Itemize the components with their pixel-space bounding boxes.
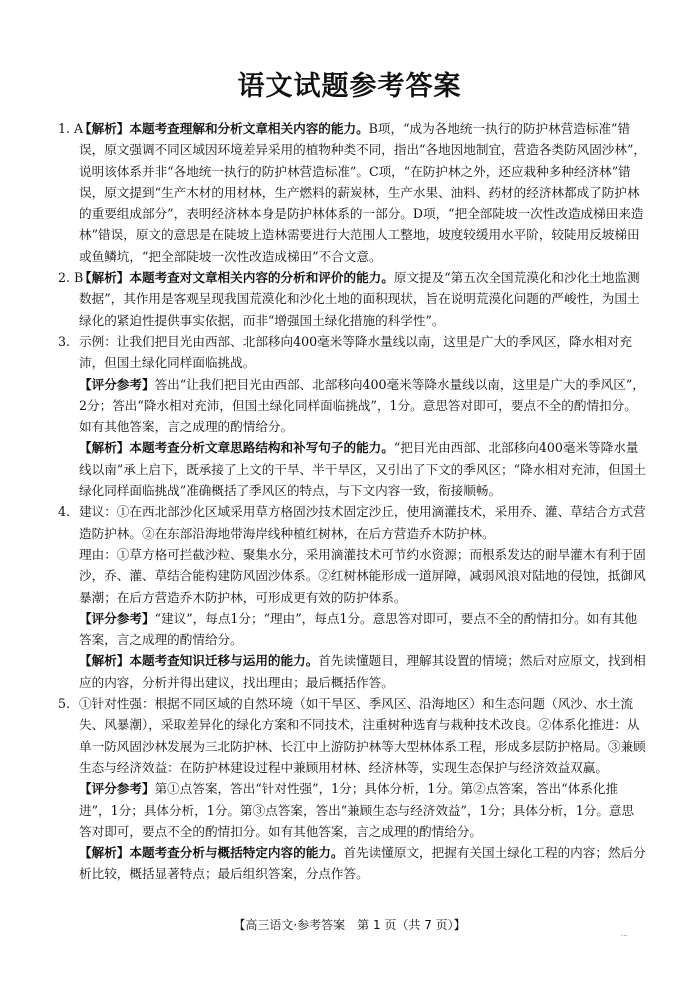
answer-text: B项，“成为各地统一执行的防护林营造标准”错误，原文强调不同区域因环境差异采用的植物种类不同，指出“各地因地制宜，营造各类防风固沙林”，说明该体系并非“各地统一执行的防护林营造标准”。C项，“在防护林之外，还应栽种多种经济林”错误，原文提到“生产木材的用材林，生产燃料的薪炭林，生产水果、油料、药材的经济林都成了防护林的重要组成部分”，表明经济林本身是防护林体系的一部分。D项，“把全部陡坡一次性改造成梯田来造林”错误，原文的意思是在陡坡上造林需要进行大范围人工整地，坡度较缓用水平阶，较陡用反坡梯田或鱼鳞坑，“把全部陡坡一次性改造成梯田”不合文意。 xyxy=(79,121,647,264)
answer-number: 4. xyxy=(58,504,71,520)
answer-number: 1. A xyxy=(58,121,84,136)
answer-text: 原文提及“第五次全国荒漠化和沙化土地监测数据”，其作用是客观呈现我国荒漠化和沙化土地的面积现状，旨在说明荒漠化问题的严峻性，为国土绿化的紧迫性提供事实依据，而非“增强国土绿化措施的科学性”。 xyxy=(79,270,640,328)
answer-paragraph xyxy=(79,842,646,885)
answer-number: 5. xyxy=(58,696,71,712)
answer-text: 第①点答案，答出“针对性强”，1分；具体分析，1分。第②点答案，答出“体系化推进”，1分；具体分析，1分。第③点答案，答出“兼顾生态与经济效益”，1分；具体分析，1分。意思答对即可，要点不全的酌情扣分。如有其他答案，言之成理的酌情给分。 xyxy=(79,781,635,839)
answer-text: 首先读懂题目，理解其设置的情境；然后对应原文，找到相应的内容，分析并得出建议，找出理由；最后概括作答。 xyxy=(79,653,646,690)
answer-paragraph xyxy=(79,501,646,544)
answer-paragraph xyxy=(79,778,646,842)
answer-text: 示例：让我们把目光由西部、北部移向400毫米等降水量线以南，这里是广大的季风区，降水相对充沛，但国土绿化同样面临挑战。 xyxy=(79,333,632,371)
page-footer: 【高三语文·参考答案 第 1 页（共 7 页）】 xyxy=(233,918,466,932)
answer-paragraph xyxy=(79,544,646,608)
answer-text: 建议：①在西北部沙化区域采用草方格固沙技术固定沙丘，使用滴灌技术，采用乔、灌、草结合方式营造防护林。②在东部沿海地带海岸线种植红树林，在后方营造乔木防护林。 xyxy=(79,504,646,541)
corner-mark: … xyxy=(621,930,628,938)
answer-paragraph xyxy=(79,118,646,267)
answer-text: “建议”，每点1分；“理由”，每点1分。意思答对即可，要点不全的酌情扣分。如有其他答案，言之成理的酌情给分。 xyxy=(79,610,638,648)
answer-paragraph xyxy=(79,374,646,438)
page-title: 语文试题参考答案 xyxy=(237,71,462,102)
answer-number: 2. B xyxy=(58,270,84,286)
answer-tag: 【解析】本题考查知识迁移与运用的能力。 xyxy=(79,653,319,669)
answer-item xyxy=(58,118,646,267)
answer-paragraph xyxy=(79,437,646,501)
answer-paragraph xyxy=(79,331,646,374)
answer-item xyxy=(58,693,646,885)
answer-tag: 【解析】本题考查分析文章思路结构和补写句子的能力。 xyxy=(79,440,394,456)
answer-text: 答出“让我们把目光由西部、北部移向400毫米等降水量线以南，这里是广大的季风区”，2分；答出“降水相对充沛，但国土绿化同样面临挑战”，1分。意思答对即可，要点不全的酌情扣分。如有其他答案，言之成理的酌情给分。 xyxy=(79,376,645,435)
answer-tag: 【评分参考】 xyxy=(79,781,155,797)
answer-paragraph xyxy=(79,650,646,693)
answer-body xyxy=(58,118,646,885)
answer-tag: 【解析】本题考查理解和分析文章相关内容的能力。 xyxy=(79,121,369,136)
answer-tag: 【解析】本题考查分析与概括特定内容的能力。 xyxy=(79,845,344,861)
answer-item xyxy=(58,501,646,693)
answer-paragraph xyxy=(79,693,646,778)
answer-text: 首先读懂原文，把握有关国土绿化工程的内容；然后分析比较，概括显著特点；最后组织答案，分点作答。 xyxy=(79,845,646,882)
answer-paragraph xyxy=(79,608,646,651)
answer-tag: 【评分参考】 xyxy=(79,376,155,392)
answer-text: 理由：①草方格可拦截沙粒、聚集水分，采用滴灌技术可节约水资源；而根系发达的耐旱灌木有利于固沙，乔、灌、草结合能构建防风固沙体系。②红树林能形成一道屏障，减弱风浪对陆地的侵蚀，抵御风暴潮；在后方营造乔木防护林，可形成更有效的防护体系。 xyxy=(79,546,646,605)
answer-tag: 【解析】本题考查对文章相关内容的分析和评价的能力。 xyxy=(79,270,394,286)
answer-text: ①针对性强：根据不同区域的自然环境（如干旱区、季风区、沿海地区）和生态问题（风沙、水土流失、风暴潮），采取差异化的绿化方案和不同技术，注重树种选育与栽种技术改良。②体系化推进：从单一防风固沙林发展为三北防护林、长江中上游防护林等大型林体系工程，形成多层防护格局。③兼顾生态与经济效益：在防护林建设过程中兼顾用材林、经济林等，实现生态保护与经济效益双赢。 xyxy=(79,696,646,775)
answer-paragraph xyxy=(79,267,646,331)
answer-text: “把目光由西部、北部移向400毫米等降水量线以南”承上启下，既承接了上文的干旱、半干旱区，又引出了下文的季风区；“降水相对充沛，但国土绿化同样面临挑战”准确概括了季风区的特点，与下文内容一致，衔接顺畅。 xyxy=(79,440,647,499)
answer-item xyxy=(58,331,646,501)
answer-item xyxy=(58,267,646,331)
answer-number: 3. xyxy=(58,333,71,349)
answer-tag: 【评分参考】 xyxy=(79,610,155,626)
